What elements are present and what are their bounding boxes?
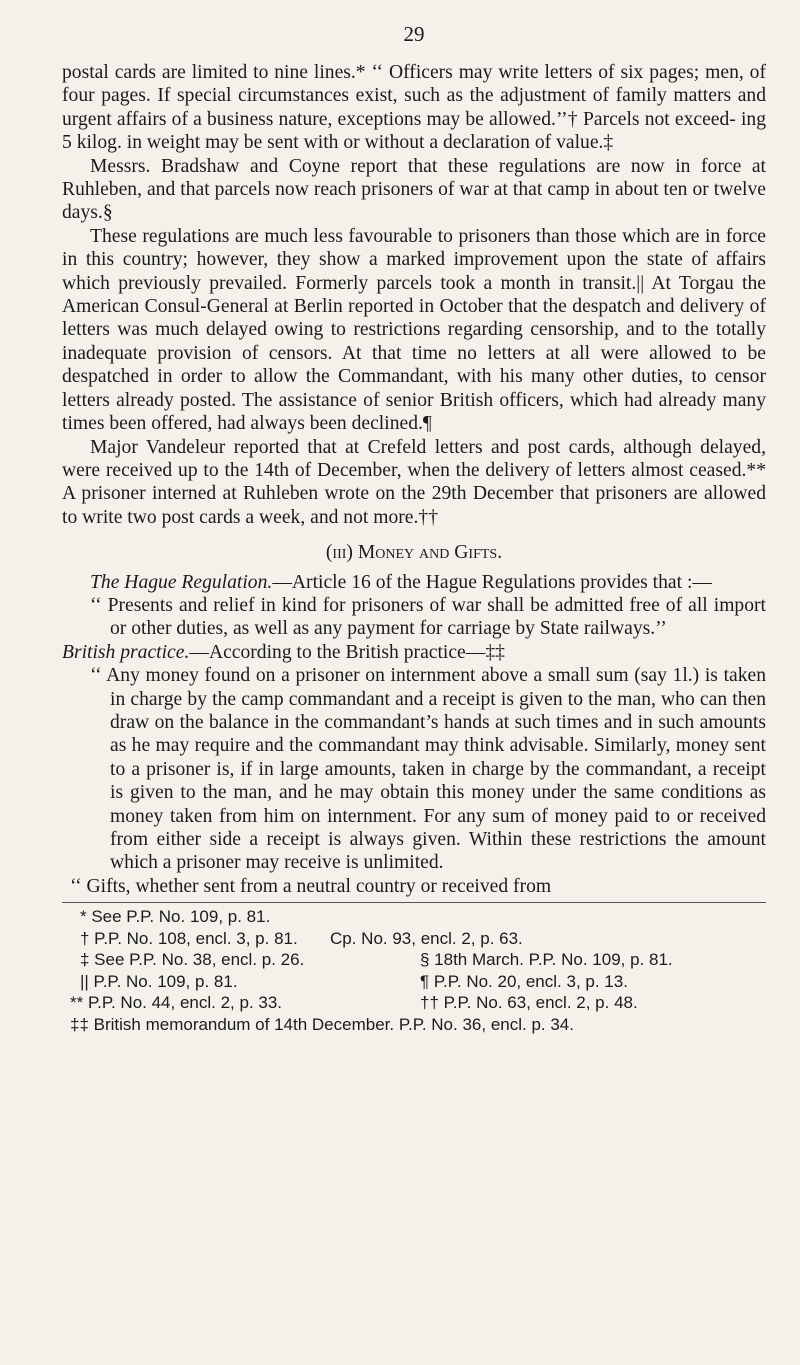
footnote-5b: †† P.P. No. 63, encl. 2, p. 48. [420,993,638,1013]
footnote-3a: ‡ See P.P. No. 38, encl. p. 26. [80,950,305,970]
british-lead: British practice. [62,641,190,663]
british-paragraph [62,641,766,664]
footnote-row [62,1014,766,1036]
hague-quote: ‘‘ Presents and relief in kind for prisoners of war shall be admitted free of all import or other duties, as well as any payment for carriage by State railways.’’ [90,594,766,640]
footnote-4a: || P.P. No. 109, p. 81. [80,971,238,991]
footnote-2b: Cp. No. 93, encl. 2, p. 63. [330,928,523,948]
hague-paragraph [62,571,766,594]
paragraph-postal-cards: postal cards are limited to nine lines.* ‘‘ Officers may write letters of six pages; men, of four pages. If special circumstances exist, such as the adjustment of family matters and urgent affairs of a business nature, exceptions may be allowed.’’† Parcels not exceed- ing 5 kilog. in weight may be sent with or without a declaration of value.‡ [62,62,766,154]
footnote-row [62,971,766,993]
footnote-row [62,992,766,1014]
footnote-row [62,928,766,950]
british-lead-rest: —According to the British practice—‡‡ [189,641,505,663]
paragraph-ruhleben-report: Messrs. Bradshaw and Coyne report that these regulations are now in force at Ruhleben, and that parcels now reach prisoners of war at that camp in about ten or twelve days.§ [62,155,766,224]
paragraph-crefeld-report: Major Vandeleur reported that at Crefeld letters and post cards, although delayed, were received up to the 14th of December, when the delivery of letters almost ceased.** A prisoner interned at Ruhleben wrote on the 29th December that prisoners are allowed to write two post cards a week, and not more.†† [62,436,766,528]
footnotes [62,906,766,1035]
hague-lead-rest: —Article 16 of the Hague Regulations provides that :— [272,571,712,593]
footnote-row [62,949,766,971]
body-text [62,61,766,898]
section-heading-text: (iii) Money and Gifts. [325,542,503,564]
page-number: 29 [403,22,425,46]
footnote-divider [62,902,766,903]
footnote-3b: § 18th March. P.P. No. 109, p. 81. [420,950,673,970]
footnote-6: ‡‡ British memorandum of 14th December. P.P. No. 36, encl. p. 34. [70,1014,574,1034]
footnote-row [62,906,766,928]
hague-lead: The Hague Regulation. [90,571,273,593]
gifts-line: ‘‘ Gifts, whether sent from a neutral country or received from [70,875,552,897]
british-quote: ‘‘ Any money found on a prisoner on internment above a small sum (say 1l.) is taken in charge by the camp commandant and a receipt is given to the man, who can then draw on the balance in the commandant’s hands at such times and in such amounts as he may require and the commandant may think advisable. Similarly, money sent to a prisoner is, if in large amounts, taken in charge by the commandant, a receipt is given to the man, and he may obtain this money under the same conditions as money taken from him on internment. For any sum of money paid to or received from either side a receipt is always given. Within these restrictions the amount which a prisoner may receive is unlimited. [90,665,766,874]
section-heading [62,541,766,564]
footnote-5a: ** P.P. No. 44, encl. 2, p. 33. [70,993,283,1013]
footnote-1: * See P.P. No. 109, p. 81. [80,907,271,927]
footnote-4b: ¶ P.P. No. 20, encl. 3, p. 13. [420,971,628,991]
document-page [62,22,766,1035]
footnote-2a: † P.P. No. 108, encl. 3, p. 81. [80,928,298,948]
paragraph-regulations-comparison: These regulations are much less favourable to prisoners than those which are in force in this country; however, they show a marked improvement upon the state of affairs which previously prevailed. Formerly parcels took a month in transit.|| At Torgau the American Consul-General at Berlin reported in October that the despatch and delivery of letters was much delayed owing to restrictions regarding censorship, and to the totally inadequate provision of censors. At that time no letters at all were allowed to be despatched in order to allow the Commandant, with his many other duties, to censor letters already posted. The assistance of senior British officers, which had already many times been offered, had always been declined.¶ [62,225,766,435]
